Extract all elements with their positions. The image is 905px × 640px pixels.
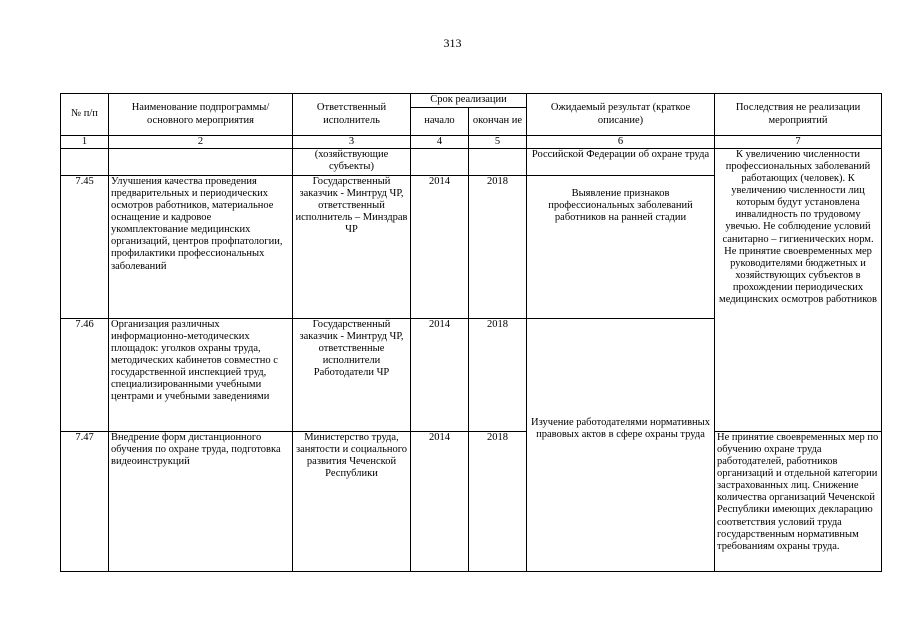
row-num — [61, 149, 109, 176]
header-period: Срок реализации — [411, 94, 527, 108]
column-number: 6 — [527, 136, 715, 149]
row-end — [469, 149, 527, 176]
header-name: Наименование подпрограммы/ основного мероприятия — [109, 94, 293, 136]
header-result: Ожидаемый результат (краткое описание) — [527, 94, 715, 136]
row-start — [411, 149, 469, 176]
row-end: 2018 — [469, 432, 527, 572]
row-num: 7.47 — [61, 432, 109, 572]
column-number: 1 — [61, 136, 109, 149]
row-start: 2014 — [411, 319, 469, 432]
header-end: окончан ие — [469, 108, 527, 136]
table-row — [61, 432, 882, 572]
header-start: начало — [411, 108, 469, 136]
row-name: Улучшения качества проведения предварительных и периодических осмотров работников, материальное оснащение и кадровое укомплектование медицинских организаций, центров профпатологии, профилактики профессиональных заболеваний — [109, 176, 293, 319]
column-number: 7 — [715, 136, 882, 149]
row-name — [109, 149, 293, 176]
row-result: Российской Федерации об охране труда — [527, 149, 715, 176]
consequences-part1: К увеличению численности профессиональных заболеваний работающих (человек). К увеличению численности лиц которым будут установлена инвалидность по трудовому увечью. Не соблюдение условий санитарно – гигиенических норм. Не принятие своевременных мер руководителями бюджетных и хозяйствующих субъектов в прохождении периодических медицинских осмотров работников — [715, 149, 882, 432]
row-name: Организация различных информационно-методических площадок: уголков охраны труда, методических кабинетов совместно с государственной инспекцией труд, специализированными учебными центрами и учебными заведениями — [109, 319, 293, 432]
row-num: 7.45 — [61, 176, 109, 319]
consequences-part2: Не принятие своевременных мер по обучению охране труда работодателей, работников организаций и отдельной категории застрахованных лиц. Снижение количества организаций Чеченской Республики имеющих декларацию соответствия условий труда государственным нормативным требованиям охраны труда. — [715, 432, 882, 572]
row-name: Внедрение форм дистанционного обучения по охране труда, подготовка видеоинструкций — [109, 432, 293, 572]
row-start: 2014 — [411, 432, 469, 572]
row-end: 2018 — [469, 319, 527, 432]
column-number: 5 — [469, 136, 527, 149]
header-num: № п/п — [61, 94, 109, 136]
column-number: 2 — [109, 136, 293, 149]
row-responsible: Государственный заказчик - Минтруд ЧР, ответственный исполнитель – Минздрав ЧР — [293, 176, 411, 319]
header-consequences: Последствия не реализации мероприятий — [715, 94, 882, 136]
row-responsible: Министерство труда, занятости и социального развития Чеченской Республики — [293, 432, 411, 572]
row-responsible: Государственный заказчик - Минтруд ЧР, ответственные исполнители Работодатели ЧР — [293, 319, 411, 432]
row-result: Выявление признаков профессиональных заболеваний работников на ранней стадии — [527, 176, 715, 319]
header-responsible: Ответственный исполнитель — [293, 94, 411, 136]
page-number: 313 — [443, 36, 462, 50]
row-end: 2018 — [469, 176, 527, 319]
column-numbers-row — [61, 136, 882, 149]
row-start: 2014 — [411, 176, 469, 319]
table-row — [61, 149, 882, 176]
program-table — [60, 93, 882, 572]
column-number: 3 — [293, 136, 411, 149]
row-num: 7.46 — [61, 319, 109, 432]
column-number: 4 — [411, 136, 469, 149]
row-responsible: (хозяйствующие субъекты) — [293, 149, 411, 176]
merged-result: Изучение работодателями нормативных правовых актов в сфере охраны труда — [527, 319, 715, 572]
